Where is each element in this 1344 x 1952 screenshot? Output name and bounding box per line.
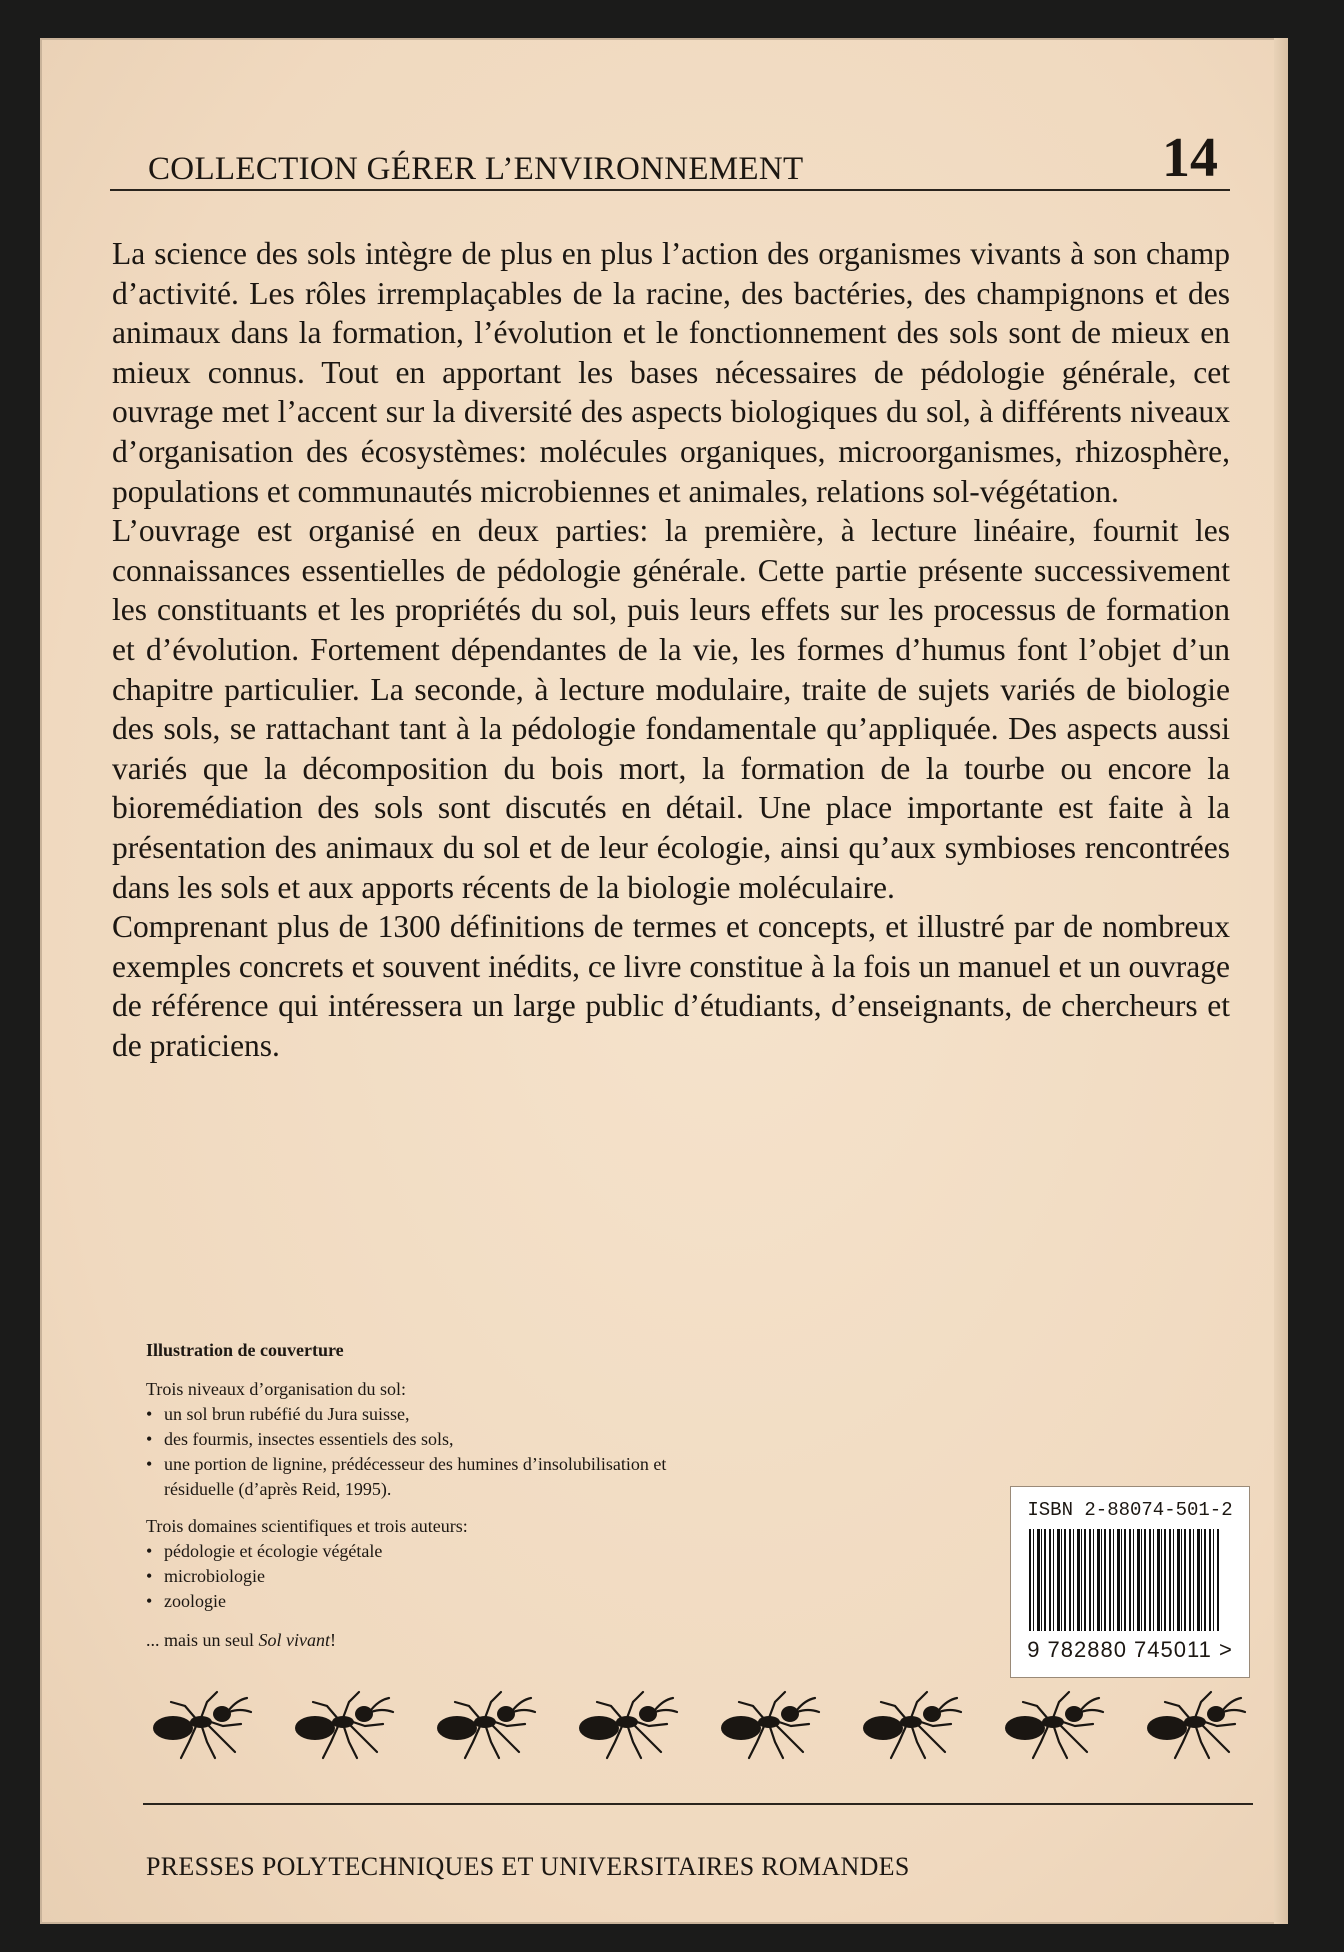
domains-block xyxy=(146,1514,706,1614)
list-item: • pédologie et écologie végétale xyxy=(146,1539,706,1564)
ant-icon xyxy=(997,1682,1107,1762)
list-item: • microbiologie xyxy=(146,1564,706,1589)
domains-list xyxy=(146,1539,706,1614)
levels-list xyxy=(146,1402,706,1502)
closing-prefix: ... mais un seul xyxy=(146,1630,259,1650)
ant-frieze xyxy=(145,1682,1265,1762)
barcode-digits: 9 782880 745011 > xyxy=(1027,1637,1233,1662)
levels-block xyxy=(146,1377,706,1502)
closing-italic: Sol vivant xyxy=(258,1630,330,1650)
book-back-cover xyxy=(40,38,1288,1924)
cover-illustration-notes xyxy=(146,1338,706,1653)
barcode-icon xyxy=(1029,1529,1219,1631)
book-description xyxy=(112,234,1230,1065)
isbn-barcode xyxy=(1010,1486,1250,1678)
footer-divider xyxy=(143,1803,1253,1805)
closing-line xyxy=(146,1628,706,1653)
list-item: • des fourmis, insectes essentiels des sols, xyxy=(146,1427,706,1452)
domains-intro: Trois domaines scientifiques et trois auteurs: xyxy=(146,1516,468,1536)
description-paragraph: L’ouvrage est organisé en deux parties: la première, à lecture linéaire, fournit les connaissances essentielles de pédologie générale. Cette partie présente successivement les constituants et les propriétés du sol, puis leurs effets sur les processus de formation et d’évolution. Fortement dépendantes de la vie, les formes d’humus font l’objet d’un chapitre particulier. La seconde, à lecture modulaire, traite de sujets variés de biologie des sols, se rattachant tant à la pédologie fondamentale qu’appliquée. Des aspects aussi variés que la décomposition du bois mort, la formation de la tourbe ou encore la bioremédiation des sols sont discutés en détail. Une place importante est faite à la présentation des animaux du sol et de leur écologie, ainsi qu’aux symbioses rencontrées dans les sols et aux apports récents de la biologie moléculaire. xyxy=(112,513,1230,905)
description-paragraph: La science des sols intègre de plus en plus l’action des organismes vivants à son champ d’activité. Les rôles irremplaçables de la racine, des bactéries, des champignons et des animaux dans la formation, l’évolution et le fonctionnement des sols sont de mieux en mieux connus. Tout en apportant les bases nécessaires de pédologie générale, cet ouvrage met l’accent sur la diversité des aspects biologiques du sol, à différents niveaux d’organisation des écosystèmes: molécules organiques, microorganismes, rhizosphère, populations et communautés microbiennes et animales, relations sol-végétation. xyxy=(112,236,1230,509)
ant-icon xyxy=(287,1682,397,1762)
closing-suffix: ! xyxy=(329,1630,336,1650)
ant-icon xyxy=(145,1682,255,1762)
publisher-name: PRESSES POLYTECHNIQUES ET UNIVERSITAIRES ROMANDES xyxy=(146,1852,910,1881)
isbn-number: ISBN 2-88074-501-2 xyxy=(1027,1499,1233,1521)
ant-icon xyxy=(429,1682,539,1762)
cover-edge xyxy=(1274,38,1288,1924)
levels-intro: Trois niveaux d’organisation du sol: xyxy=(146,1379,406,1399)
header-divider xyxy=(110,189,1230,191)
illustration-title: Illustration de couverture xyxy=(146,1340,344,1360)
ant-icon xyxy=(571,1682,681,1762)
list-item: • un sol brun rubéfié du Jura suisse, xyxy=(146,1402,706,1427)
description-paragraph: Comprenant plus de 1300 définitions de termes et concepts, et illustré par de nombreux exemples concrets et souvent inédits, ce livre constitue à la fois un manuel et un ouvrage de référence qui intéressera un large public d’étudiants, d’enseignants, de chercheurs et de praticiens. xyxy=(112,909,1230,1063)
list-item: • zoologie xyxy=(146,1589,706,1614)
ant-icon xyxy=(1139,1682,1249,1762)
cover-header xyxy=(110,96,1230,196)
ant-icon xyxy=(855,1682,965,1762)
series-number: 14 xyxy=(1162,127,1218,189)
series-title: COLLECTION GÉRER L’ENVIRONNEMENT xyxy=(148,151,804,187)
list-item: • une portion de lignine, prédécesseur des humines d’insolubilisation et résiduelle (d’après Reid, 1995). xyxy=(146,1452,706,1502)
ant-icon xyxy=(713,1682,823,1762)
